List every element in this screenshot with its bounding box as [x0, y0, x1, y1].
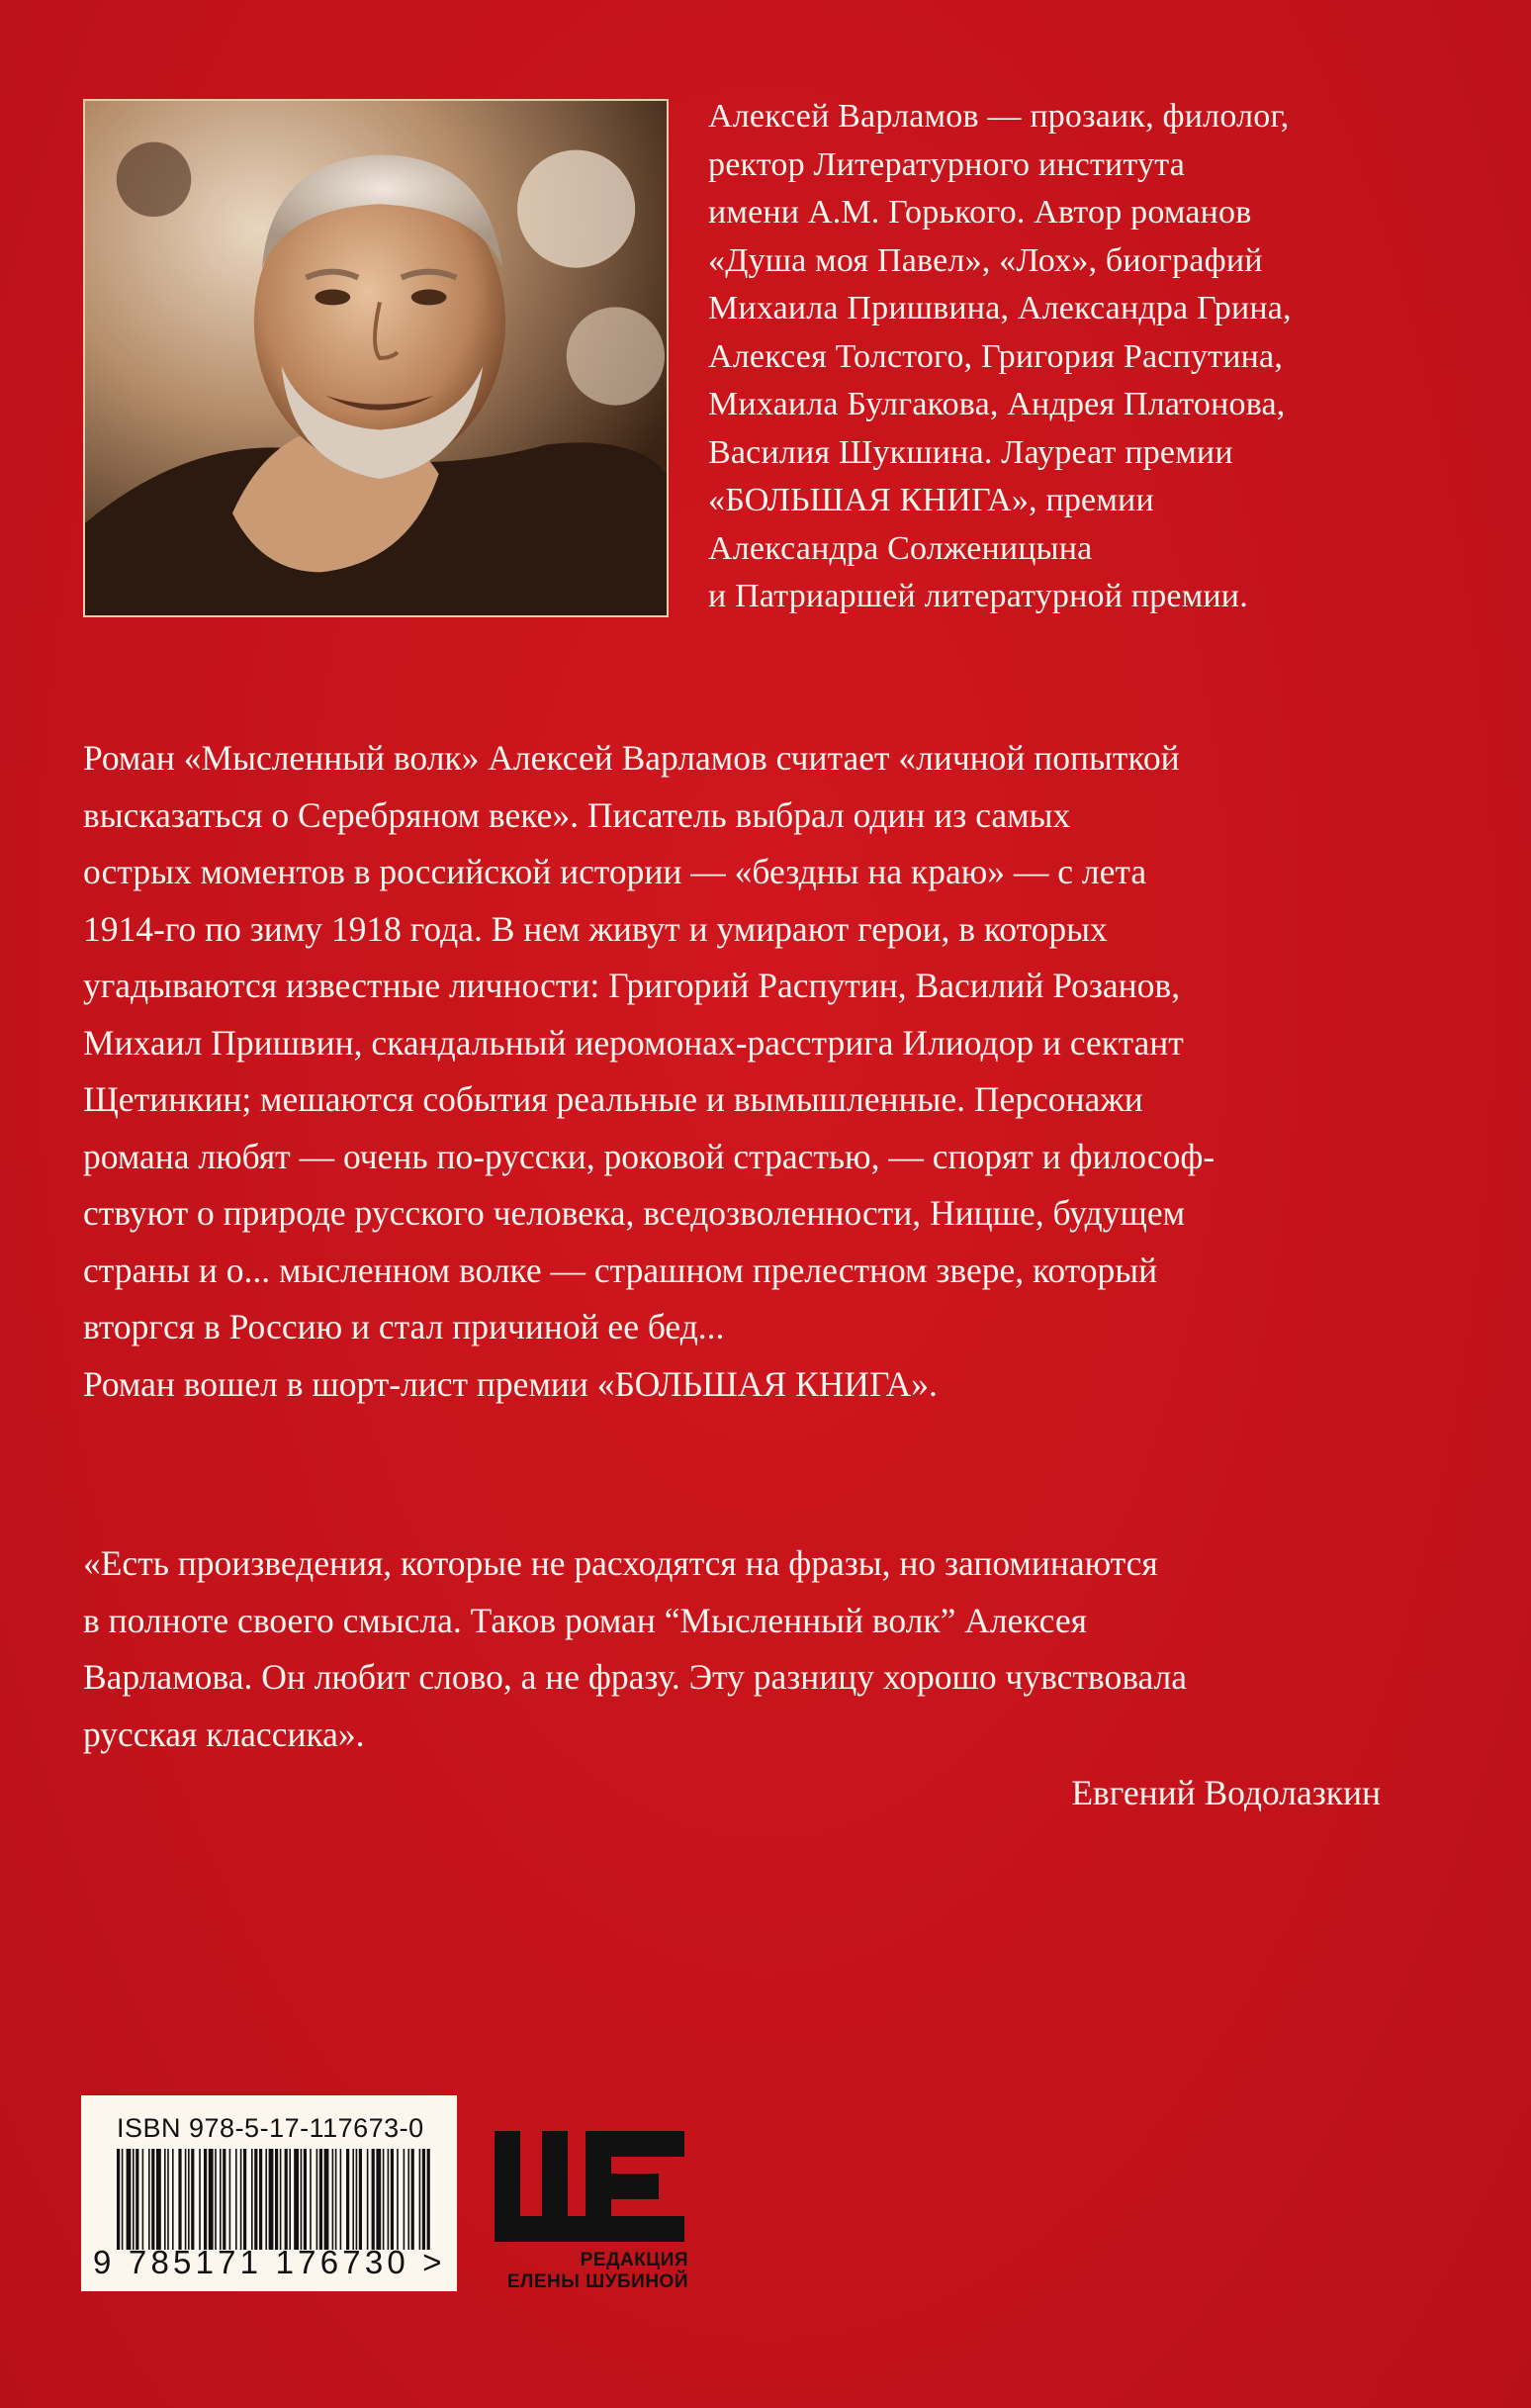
barcode-bar: [397, 2149, 399, 2250]
bio-line: Алексей Варламов — прозаик, филолог,: [708, 98, 1290, 135]
publisher-name-line2: ЕЛЕНЫ ШУБИНОЙ: [506, 2271, 688, 2292]
barcode-bar: [289, 2149, 291, 2250]
barcode-bar: [422, 2149, 425, 2250]
author-bio: [708, 93, 1499, 621]
barcode-bar: [280, 2149, 282, 2250]
quote-line: Варламова. Он любит слово, а не фразу. Эту разницу хорошо чувствовала: [83, 1657, 1188, 1697]
bio-line: Александра Солженицына: [708, 529, 1093, 567]
barcode-bar: [209, 2149, 214, 2250]
barcode-bar: [367, 2149, 369, 2250]
author-portrait-icon: [85, 101, 667, 615]
barcode-bar: [346, 2149, 349, 2250]
barcode-bar: [352, 2149, 354, 2250]
publisher-logo: [491, 2127, 688, 2295]
barcode-bar: [269, 2149, 274, 2250]
barcode-bar: [215, 2149, 217, 2250]
barcode-bar: [316, 2149, 318, 2250]
isbn-barcode: [81, 2095, 457, 2291]
barcode-bar: [388, 2149, 390, 2250]
barcode-bar: [178, 2149, 181, 2250]
bio-line: ректор Литературного института: [708, 145, 1185, 183]
barcode-bar: [172, 2149, 174, 2250]
barcode-bar: [419, 2149, 421, 2250]
barcode-bar: [404, 2149, 405, 2250]
quote-author: Евгений Водолазкин: [1071, 1773, 1381, 1812]
barcode-bar: [229, 2149, 231, 2250]
barcode-bar: [199, 2149, 201, 2250]
barcode-bar: [275, 2149, 278, 2250]
summary-line: Роман «Мысленный волк» Алексей Варламов считает «личной попыткой: [83, 738, 1180, 778]
barcode-bar: [223, 2149, 225, 2250]
barcode-bar: [240, 2149, 242, 2250]
barcode-bar: [127, 2149, 132, 2250]
barcode-bar: [259, 2149, 262, 2250]
summary-line: Щетинкин; мешаются события реальные и вымышленные. Персонажи: [83, 1079, 1143, 1119]
barcode-bar: [427, 2149, 430, 2250]
barcode-bar: [319, 2149, 322, 2250]
barcode-bar: [185, 2149, 187, 2250]
barcode-bar: [156, 2149, 161, 2250]
barcode-bar: [335, 2149, 337, 2250]
barcode-bar: [340, 2149, 342, 2250]
barcode-bar: [254, 2149, 257, 2250]
summary-line: ствуют о природе русского человека, вседозволенности, Ницше, будущем: [83, 1193, 1186, 1233]
barcode-bar: [301, 2149, 303, 2250]
bio-line: имени А.М. Горького. Автор романов: [708, 194, 1252, 231]
publisher-logo-icon: [491, 2127, 688, 2246]
summary-line: высказаться о Серебряном веке». Писатель выбрал один из самых: [83, 794, 1071, 835]
barcode-bar: [407, 2149, 409, 2250]
quote-line: «Есть произведения, которые не расходятся на фразы, но запоминаются: [83, 1543, 1158, 1583]
barcode-bar: [391, 2149, 394, 2250]
summary-line: угадываются известные личности: Григорий Распутин, Василий Розанов,: [83, 966, 1181, 1005]
barcode-bar: [411, 2149, 414, 2250]
barcode-bar: [359, 2149, 362, 2250]
review-quote: [83, 1535, 1468, 1763]
summary-line: Михаил Пришвин, скандальный иеромонах-расстрига Илиодор и сектант: [83, 1022, 1184, 1063]
barcode-bar: [122, 2149, 124, 2250]
bio-line: «Душа моя Павел», «Лох», биографий: [708, 241, 1263, 279]
barcode-bar: [135, 2149, 138, 2250]
summary-line: 1914-го по зиму 1918 года. В нем живут и умирают герои, в которых: [83, 908, 1108, 949]
isbn-label: ISBN 978-5-17-117673-0: [117, 2113, 424, 2143]
bio-line: Алексея Толстого, Григория Распутина,: [708, 337, 1284, 375]
barcode-bar: [294, 2149, 299, 2250]
barcode-bar: [151, 2149, 154, 2250]
book-summary: [83, 730, 1468, 1413]
barcode-bar: [372, 2149, 375, 2250]
barcode-bar: [376, 2149, 381, 2250]
barcode-bar: [167, 2149, 169, 2250]
summary-line: романа любят — очень по-русски, роковой страстью, — спорят и философ-: [83, 1136, 1216, 1176]
barcode-bar: [148, 2149, 150, 2250]
barcode-bar: [265, 2149, 267, 2250]
barcode-bar: [356, 2149, 358, 2250]
barcode-bar: [285, 2149, 288, 2250]
publisher-name-line1: РЕДАКЦИЯ: [580, 2250, 688, 2270]
barcode-bar: [220, 2149, 222, 2250]
quote-line: русская классика».: [83, 1713, 365, 1754]
barcode-bar: [383, 2149, 385, 2250]
bio-line: «БОЛЬШАЯ КНИГА», премии: [708, 482, 1154, 518]
barcode-bar: [251, 2149, 253, 2250]
barcode-bar: [191, 2149, 194, 2250]
barcode-bar: [164, 2149, 166, 2250]
summary-line: вторгся в Россию и стал причиной ее бед...: [83, 1307, 725, 1346]
barcode-bar: [324, 2149, 329, 2250]
barcode-bar: [133, 2149, 135, 2250]
summary-line: острых моментов в российской истории — «бездны на краю» — с лета: [83, 852, 1147, 891]
barcode-icon: [113, 2149, 435, 2250]
barcode-bar: [204, 2149, 207, 2250]
quote-line: в полноте своего смысла. Таков роман “Мысленный волк” Алексея: [83, 1600, 1087, 1640]
barcode-bar: [117, 2149, 120, 2250]
barcode-bar: [243, 2149, 246, 2250]
barcode-bar: [332, 2149, 334, 2250]
bio-line: Михаила Булгакова, Андрея Платонова,: [708, 386, 1286, 422]
barcode-digits: 9 785171 176730 >: [93, 2244, 446, 2280]
bio-line: Василия Шукшина. Лауреат премии: [708, 433, 1233, 471]
barcode-bar: [142, 2149, 144, 2250]
barcode-bar: [304, 2149, 307, 2250]
summary-line: страны и о... мысленном волке — страшном прелестном звере, который: [83, 1250, 1158, 1290]
summary-line: Роман вошел в шорт-лист премии «БОЛЬШАЯ КНИГА».: [83, 1363, 938, 1404]
bio-line: Михаила Пришвина, Александра Грина,: [708, 290, 1292, 326]
author-photo: [83, 99, 669, 617]
barcode-bar: [188, 2149, 190, 2250]
barcode-bar: [235, 2149, 237, 2250]
bio-line: и Патриаршей литературной премии.: [708, 578, 1248, 614]
barcode-bar: [310, 2149, 312, 2250]
